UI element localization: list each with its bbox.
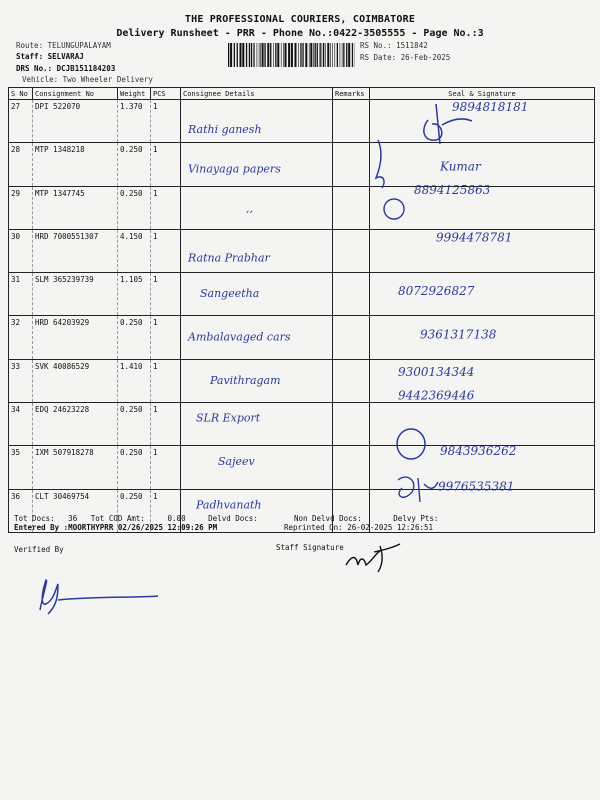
barcode-bar [264, 43, 265, 67]
handwritten-signature-number: 9843936262 [440, 444, 517, 458]
barcode-bar [337, 43, 338, 67]
barcode-bar [253, 43, 254, 67]
sno-cell: 33 [9, 359, 33, 402]
signature-cell [370, 446, 595, 489]
signature-cell [370, 403, 595, 446]
barcode-bar [242, 43, 244, 67]
table-row [9, 186, 595, 229]
sno-cell: 35 [9, 446, 33, 489]
pcs-cell: 1 [151, 316, 181, 359]
barcode-bar [283, 43, 284, 67]
table-row [9, 316, 595, 359]
barcode-bar [234, 43, 235, 67]
pcs-cell: 1 [151, 489, 181, 532]
consignment-cell: HRD 64203929 [33, 316, 118, 359]
barcode-bar [323, 43, 324, 67]
company-title: THE PROFESSIONAL COURIERS, COIMBATORE [184, 14, 416, 25]
signature-cell [370, 186, 595, 229]
barcode-bar [327, 43, 329, 67]
signature-cell [370, 316, 595, 359]
table-row [9, 446, 595, 489]
signature-cell [370, 359, 595, 402]
table-header-row [9, 88, 595, 100]
remarks-cell [333, 403, 370, 446]
signature-cell [370, 273, 595, 316]
consignee-cell [181, 143, 333, 186]
remarks-cell [333, 316, 370, 359]
consignment-cell: MTP 1347745 [33, 186, 118, 229]
col-consignment: Consignment No [33, 88, 118, 100]
weight-cell: 0.250 [118, 143, 151, 186]
barcode-bar [309, 43, 310, 67]
handwritten-signature-number: 9976535381 [438, 479, 515, 494]
barcode-bar [322, 43, 323, 67]
pcs-cell: 1 [151, 403, 181, 446]
reprinted-on: Reprinted On: 26-02-2025 12:26:51 [284, 523, 434, 532]
signature-cell [370, 100, 595, 143]
consignee-cell [181, 359, 333, 402]
pcs-cell: 1 [151, 446, 181, 489]
barcode-bar [254, 43, 255, 67]
runsheet-subtitle: Delivery Runsheet - PRR - Phone No.:0422-3505555 - Page No.:3 [116, 28, 484, 39]
barcode-bar [257, 43, 258, 67]
pcs-cell: 1 [151, 143, 181, 186]
table-row [9, 100, 595, 143]
handwritten-consignee: ,, [246, 202, 253, 215]
weight-cell: 0.250 [118, 489, 151, 532]
consignment-cell: MTP 1348218 [33, 143, 118, 186]
consignee-cell [181, 229, 333, 272]
handwritten-consignee: Vinayaga papers [188, 162, 281, 176]
barcode-bar [273, 43, 274, 67]
col-signature: Seal & Signature [370, 88, 595, 100]
barcode-bar [302, 43, 303, 67]
signature-cell [370, 229, 595, 272]
vehicle-label: Vehicle: Two Wheeler Delivery [22, 75, 153, 84]
consignee-cell [181, 273, 333, 316]
barcode-bar [313, 43, 314, 67]
barcode-bar [275, 43, 276, 67]
sno-cell: 29 [9, 186, 33, 229]
barcode-bar [277, 43, 279, 67]
barcode-bar [246, 43, 247, 67]
drs-number: DRS No.: DCJB151184203 [16, 64, 116, 73]
verified-signature [40, 580, 158, 614]
weight-cell: 1.410 [118, 359, 151, 402]
remarks-cell [333, 273, 370, 316]
rs-number: RS No.: 1511842 [360, 41, 428, 50]
barcode-bar [262, 43, 264, 67]
barcode-bar [270, 43, 271, 67]
barcode-bar [342, 43, 343, 67]
handwritten-consignee: Ambalavaged cars [188, 330, 291, 344]
barcode-bar [267, 43, 269, 67]
pcs-cell: 1 [151, 359, 181, 402]
barcode-bar [237, 43, 238, 67]
col-remarks: Remarks [333, 88, 370, 100]
barcode-bar [291, 43, 293, 67]
handwritten-signature-number: 8894125863 [414, 183, 491, 197]
weight-cell: 1.370 [118, 100, 151, 143]
barcode-bar [295, 43, 297, 67]
barcode-bar [332, 43, 333, 67]
consignment-cell: HRD 7000551307 [33, 229, 118, 272]
handwritten-signature-number: 9894818181 [452, 100, 529, 114]
remarks-cell [333, 229, 370, 272]
barcode-bar [346, 43, 347, 67]
table-row [9, 143, 595, 186]
table-row [9, 273, 595, 316]
barcode-bar [330, 43, 331, 67]
weight-cell: 4.150 [118, 229, 151, 272]
consignee-cell [181, 100, 333, 143]
totals-line: Tot Docs: 36 Tot COD Amt: 0.00 Delvd Docs: Non Delvd Docs: Delvy Pts: [14, 514, 439, 523]
barcode-bar [340, 43, 341, 67]
consignee-cell [181, 446, 333, 489]
barcode-bar [300, 43, 301, 67]
barcode-bar [285, 43, 287, 67]
barcode-bar [230, 43, 232, 67]
entered-by: Entered By :MOORTHYPRR 02/26/2025 12:09:26 PM [14, 523, 218, 532]
barcode-bar [348, 43, 350, 67]
consignment-cell: SLM 365239739 [33, 273, 118, 316]
route-label: Route: TELUNGUPALAYAM [16, 41, 111, 50]
barcode-bar [240, 43, 242, 67]
col-pcs: PCS [151, 88, 181, 100]
handwritten-signature-number: 9442369446 [398, 388, 475, 403]
remarks-cell [333, 186, 370, 229]
barcode-bar [320, 43, 321, 67]
barcode-bar [335, 43, 336, 67]
staff-label: Staff: SELVARAJ [16, 52, 84, 61]
consignee-cell [181, 186, 333, 229]
barcode-bar [298, 43, 299, 67]
remarks-cell [333, 359, 370, 402]
sno-cell: 31 [9, 273, 33, 316]
pcs-cell: 1 [151, 273, 181, 316]
pcs-cell: 1 [151, 100, 181, 143]
barcode-bar [288, 43, 290, 67]
handwritten-consignee: Sajeev [218, 455, 255, 468]
remarks-cell [333, 100, 370, 143]
barcode-bar [251, 43, 252, 67]
barcode-bar [315, 43, 316, 67]
barcode [228, 43, 355, 67]
verified-by-label: Verified By [14, 545, 64, 554]
consignment-cell: SVK 40086529 [33, 359, 118, 402]
handwritten-consignee: Ratna Prabhar [188, 251, 270, 265]
sno-cell: 34 [9, 403, 33, 446]
consignee-cell [181, 403, 333, 446]
handwritten-signature-number: 8072926827 [398, 284, 475, 298]
handwritten-consignee: Sangeetha [200, 287, 260, 300]
col-weight: Weight [118, 88, 151, 100]
handwritten-consignee: Rathi ganesh [188, 123, 262, 136]
consignment-cell: CLT 30469754 [33, 489, 118, 532]
staff-signature-scribble [346, 544, 400, 572]
handwritten-consignee: Padhvanath [196, 498, 262, 512]
barcode-bar [317, 43, 318, 67]
table-row [9, 359, 595, 402]
staff-signature-label: Staff Signature [276, 543, 344, 552]
handwritten-signature-number: 9994478781 [436, 230, 513, 245]
consignment-cell: IXM 507918278 [33, 446, 118, 489]
barcode-bar [325, 43, 326, 67]
weight-cell: 0.250 [118, 446, 151, 489]
handwritten-consignee: SLR Export [196, 411, 261, 425]
remarks-cell [333, 143, 370, 186]
table-row [9, 229, 595, 272]
col-sno: S No [9, 88, 33, 100]
barcode-bar [249, 43, 250, 67]
consignment-cell: EDQ 24623228 [33, 403, 118, 446]
pcs-cell: 1 [151, 186, 181, 229]
barcode-bar [305, 43, 307, 67]
barcode-bar [228, 43, 229, 67]
handwritten-signature-number: 9300134344 [398, 365, 475, 379]
signature-cell [370, 143, 595, 186]
barcode-bar [259, 43, 260, 67]
consignment-table [8, 87, 595, 533]
weight-cell: 0.250 [118, 316, 151, 359]
consignee-cell [181, 316, 333, 359]
handwritten-consignee: Pavithragam [210, 374, 281, 387]
consignment-cell: DPI 522070 [33, 100, 118, 143]
remarks-cell [333, 446, 370, 489]
rs-date: RS Date: 26-Feb-2025 [360, 53, 451, 62]
sno-cell: 28 [9, 143, 33, 186]
weight-cell: 1.105 [118, 273, 151, 316]
barcode-bar [343, 43, 344, 67]
sno-cell: 27 [9, 100, 33, 143]
barcode-bar [260, 43, 261, 67]
weight-cell: 0.250 [118, 186, 151, 229]
sno-cell: 32 [9, 316, 33, 359]
col-consignee: Consignee Details [181, 88, 333, 100]
table-row [9, 403, 595, 446]
handwritten-signature-number: 9361317138 [420, 327, 497, 342]
weight-cell: 0.250 [118, 403, 151, 446]
sno-cell: 36 [9, 489, 33, 532]
barcode-bar [281, 43, 282, 67]
pcs-cell: 1 [151, 229, 181, 272]
barcode-bar [310, 43, 312, 67]
sno-cell: 30 [9, 229, 33, 272]
barcode-bar [352, 43, 353, 67]
handwritten-signature-number: Kumar [440, 159, 481, 174]
